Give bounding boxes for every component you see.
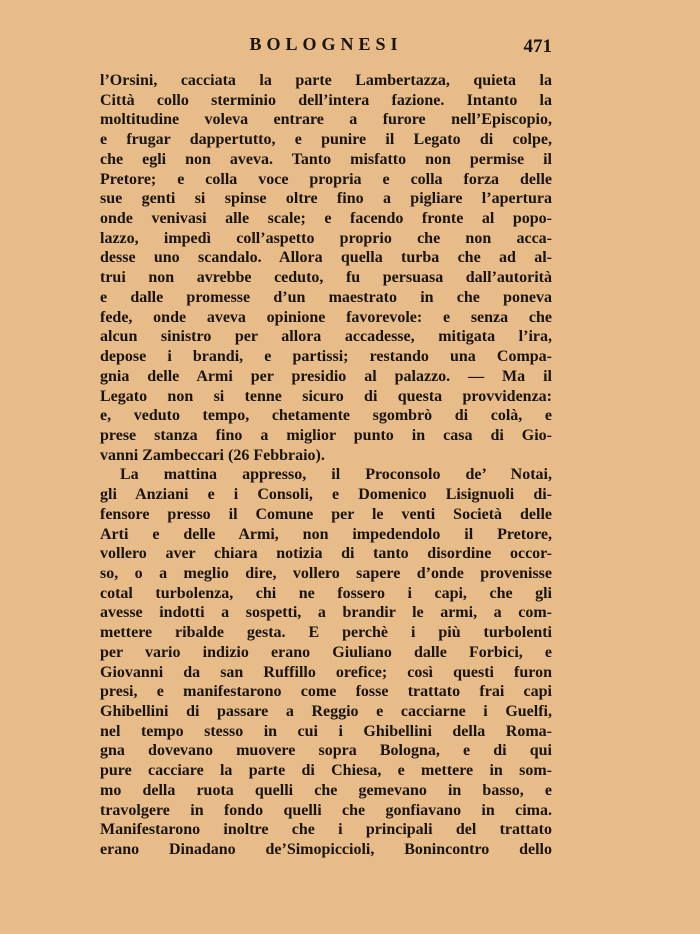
text-line: Città collo sterminio dell’intera fazione. Intanto la [100,91,552,109]
text-line: e frugar dappertutto, e punire il Legato di colpe, [100,131,552,149]
text-line: Pretore; e colla voce propria e colla forza delle [100,170,552,188]
text-line: avesse indotti a sospetti, a brandir le armi, a com- [100,604,552,622]
text-line: che egli non aveva. Tanto misfatto non permise il [100,150,552,168]
text-line: Ghibellini di passare a Reggio e cacciarne i Guelfi, [100,703,552,720]
text-line: sue genti si spinse oltre fino a pigliare l’apertura [100,190,552,208]
text-line: mo della ruota quelli che gemevano in basso, e [100,781,552,799]
text-line: gna dovevano muovere sopra Bologna, e di qui [100,742,552,760]
text-line: vollero aver chiara notizia di tanto disordine occor- [100,545,552,563]
text-line: per vario indizio erano Giuliano dalle Forbici, e [100,643,552,661]
text-line: depose i brandi, e partissi; restando una Compa- [100,348,552,366]
text-line: e dalle promesse d’un maestrato in che poneva [100,288,552,306]
text-line: erano Dinadano de’Simopiccioli, Bonincontro dello [100,841,552,859]
text-line: gli Anziani e i Consoli, e Domenico Lisignuoli di- [100,486,552,504]
paragraph [100,71,552,465]
running-head [100,34,552,62]
text-line: desse uno scandalo. Allora quella turba che ad al- [100,249,552,267]
page-number: 471 [523,36,552,57]
text-line: Manifestarono inoltre che i principali del trattato [100,821,552,839]
text-line: fede, onde aveva opinione favorevole: e senza che [100,308,552,326]
text-line: prese stanza fino a miglior punto in casa di Gio- [100,426,552,444]
text-line: l’Orsini, cacciata la parte Lambertazza, quieta la [100,72,552,89]
text-line: travolgere in fondo quelli che gonfiavano in cima. [100,801,552,819]
text-line: Legato non si tenne sicuro di questa provvidenza: [100,387,552,405]
text-line: onde venivasi alle scale; e facendo fronte al popo- [100,210,552,228]
text-line: Arti e delle Armi, non impedendolo il Pretore, [100,525,552,543]
text-line: moltitudine voleva entrare a furore nell’Episcopio, [100,111,552,129]
running-title: BOLOGNESI [249,34,403,54]
text-line: pure cacciare la parte di Chiesa, e mettere in som- [100,762,552,780]
text-line: vanni Zambeccari (26 Febbraio). [100,446,325,464]
text-line: lazzo, impedì coll’aspetto proprio che non acca- [100,229,552,247]
text-line: cotal turbolenza, chi ne fossero i capi, che gli [100,584,552,602]
text-line: gnia delle Armi per presidio al palazzo. — Ma il [100,367,552,385]
text-line: e, veduto tempo, chetamente sgombrò di colà, e [100,407,552,425]
text-line: nel tempo stesso in cui i Ghibellini della Roma- [100,722,552,740]
paragraph [100,465,552,859]
text-line: Giovanni da san Ruffillo orefice; così questi furon [100,663,552,681]
text-line: fensore presso il Comune per le venti Società delle [100,505,552,523]
body-text [100,71,552,860]
text-line: trui non avrebbe ceduto, fu persuasa dall’autorità [100,269,552,287]
text-line: presi, e manifestarono come fosse trattato frai capi [100,683,552,701]
text-line: alcun sinistro per allora accadesse, mitigata l’ira, [100,328,552,346]
text-line: so, o a meglio dire, vollero sapere d’onde provenisse [100,564,552,582]
text-line: mettere ribalde gesta. E perchè i più turbolenti [100,624,552,642]
text-line: La mattina appresso, il Proconsolo de’ Notai, [120,466,552,484]
